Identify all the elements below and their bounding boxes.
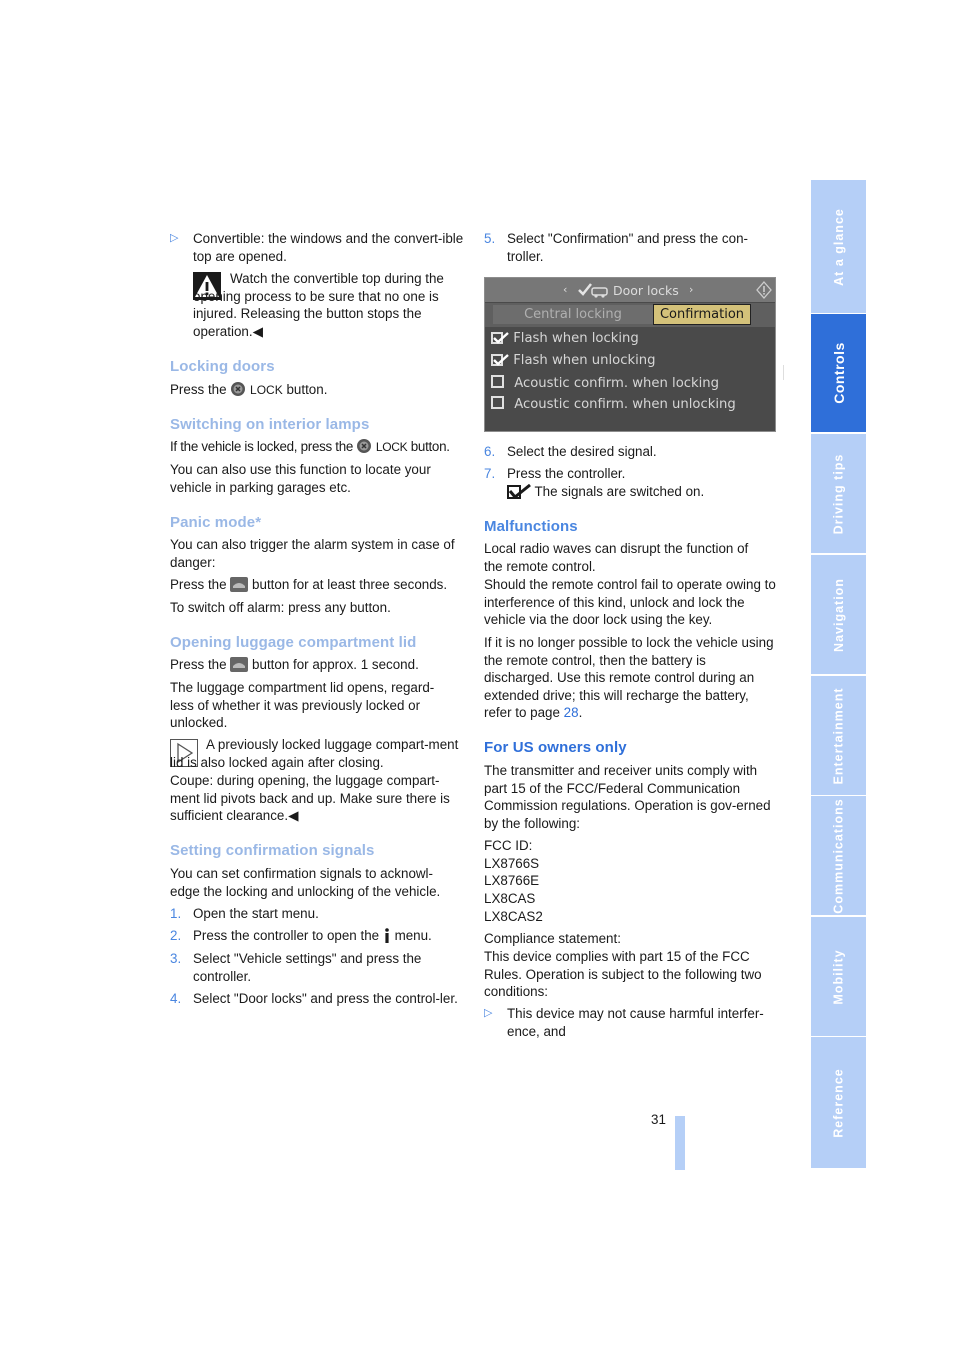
step-3: 3. Select "Vehicle settings" and press the controller. xyxy=(170,951,422,984)
remote-lock-button-icon xyxy=(356,438,372,459)
heading-malfunctions: Malfunctions xyxy=(484,518,578,535)
checked-box-icon xyxy=(491,332,509,348)
malfunction-text-2: Should the remote control fail to operate owing to interference of this kind, unlock and lock the vehicle via the door lock using the key. xyxy=(484,577,776,628)
car-lock-icon xyxy=(577,281,609,303)
page-number: 31 xyxy=(651,1112,666,1127)
tab-navigation[interactable]: Navigation xyxy=(811,555,866,674)
heading-confirmation-signals: Setting confirmation signals xyxy=(170,842,375,859)
page-number-bar xyxy=(675,1116,685,1170)
checkbox-checked-icon xyxy=(507,484,531,504)
tab-at-a-glance[interactable]: At a glance xyxy=(811,180,866,313)
tab-entertainment[interactable]: Entertainment xyxy=(811,676,866,795)
heading-panic-mode: Panic mode* xyxy=(170,514,262,531)
unchecked-box-icon xyxy=(491,396,504,409)
end-marker-icon: ◀ xyxy=(288,808,299,824)
compliance-label: Compliance statement: xyxy=(484,931,621,946)
option-acoustic-unlocking[interactable]: Acoustic confirm. when unlocking xyxy=(491,396,736,412)
tab-driving-tips[interactable]: Driving tips xyxy=(811,434,866,553)
trunk-button-icon xyxy=(230,657,248,677)
step-5: 5. Select "Confirmation" and press the con-troller. xyxy=(484,231,748,264)
checked-box-icon xyxy=(491,354,509,370)
option-acoustic-locking[interactable]: Acoustic confirm. when locking xyxy=(491,375,719,391)
interior-text-2: You can also use this function to locate your vehicle in parking garages etc. xyxy=(170,462,431,495)
interior-text: If the vehicle is locked, press the LOCK button. xyxy=(170,438,450,459)
heading-luggage: Opening luggage compartment lid xyxy=(170,634,417,651)
fcc-id-4: LX8CAS2 xyxy=(484,909,543,924)
screen-title: Door locks xyxy=(613,283,679,298)
option-flash-locking[interactable]: Flash when locking xyxy=(491,331,639,348)
luggage-text-2: The luggage compartment lid opens, regard-less of whether it was previously locked or unlocked. xyxy=(170,680,435,731)
tab-reference[interactable]: Reference xyxy=(811,1037,866,1168)
tab-communications[interactable]: Communications xyxy=(811,796,866,915)
tab-controls[interactable]: Controls xyxy=(811,314,866,432)
fcc-id-3: LX8CAS xyxy=(484,891,536,906)
condition-1: ▷ This device may not cause harmful interfer-ence, and xyxy=(484,1006,764,1039)
end-marker-icon: ◀ xyxy=(252,323,263,339)
tab-confirmation[interactable]: Confirmation xyxy=(653,304,751,325)
fcc-id-2: LX8766E xyxy=(484,873,540,888)
tab-mobility[interactable]: Mobility xyxy=(811,917,866,1036)
step-4: 4. Select "Door locks" and press the control-ler. xyxy=(170,991,458,1006)
fcc-label: FCC ID: xyxy=(484,838,533,853)
us-text: The transmitter and receiver units comply with part 15 of the FCC/Federal Communication Commission regulations. Operation is gov-erned by the following: xyxy=(484,763,771,831)
triangle-bullet-icon: ▷ xyxy=(484,1007,493,1019)
screen-tab-row xyxy=(485,303,775,327)
arrow-left-icon: ‹ xyxy=(563,283,568,296)
heading-locking-doors: Locking doors xyxy=(170,358,275,375)
triangle-bullet-icon: ▷ xyxy=(170,232,179,244)
heading-us-owners: For US owners only xyxy=(484,739,627,756)
screen-title-bar xyxy=(485,278,775,302)
compliance-text: This device complies with part 15 of the FCC Rules. Operation is subject to the following two conditions: xyxy=(484,949,762,1000)
panic-text-2: Press the button for at least three seconds. xyxy=(170,576,447,597)
step-2: 2. Press the controller to open the menu. xyxy=(170,927,465,948)
coupe-text: Coupe: during opening, the luggage compart-ment lid pivots back and up. Make sure there is sufficient clearance.◀ xyxy=(170,773,450,824)
step-7: 7. Press the controller. xyxy=(484,466,626,481)
unchecked-box-icon xyxy=(491,375,504,388)
confirm-text: You can set confirmation signals to acknowl-edge the locking and unlocking of the vehicle. xyxy=(170,866,441,899)
info-icon xyxy=(383,928,391,948)
malfunction-text-3: If it is no longer possible to lock the vehicle using the remote control, then the battery is discharged. Use this remote control during an extended drive; this will recharge the battery, refer to page 28. xyxy=(484,635,774,721)
remote-lock-button-icon xyxy=(230,381,246,402)
arrow-right-icon: › xyxy=(689,283,694,296)
option-flash-unlocking[interactable]: Flash when unlocking xyxy=(491,353,656,370)
locking-text: Press the LOCK button. xyxy=(170,381,327,402)
step-1: 1. Open the start menu. xyxy=(170,906,319,921)
page-link[interactable]: 28 xyxy=(563,705,579,721)
warning-text: Watch the convertible top during the opening process to be sure that no one is injured. Releasing the button stops the operation.◀ xyxy=(193,271,444,339)
step-6: 6. Select the desired signal. xyxy=(484,444,657,459)
luggage-text-1: Press the button for approx. 1 second. xyxy=(170,656,419,677)
note-text: A previously locked luggage compart-ment lid is also locked again after closing. xyxy=(170,737,459,770)
fcc-id-1: LX8766S xyxy=(484,856,540,871)
trunk-button-icon xyxy=(230,577,248,597)
heading-interior-lamps: Switching on interior lamps xyxy=(170,416,370,433)
options-icon[interactable] xyxy=(756,281,772,303)
step-7-result: The signals are switched on. xyxy=(507,483,704,504)
panic-text-3: To switch off alarm: press any button. xyxy=(170,600,391,615)
image-code: ——— xyxy=(781,365,787,380)
panic-text-1: You can also trigger the alarm system in case of danger: xyxy=(170,537,455,570)
tab-central-locking[interactable]: Central locking xyxy=(493,305,653,324)
bullet-convertible: ▷ Convertible: the windows and the convert-ible top are opened. xyxy=(170,231,464,264)
section-tabs xyxy=(811,180,866,1168)
malfunction-text-1: Local radio waves can disrupt the function of the remote control. xyxy=(484,541,749,574)
door-locks-screen xyxy=(484,277,776,432)
